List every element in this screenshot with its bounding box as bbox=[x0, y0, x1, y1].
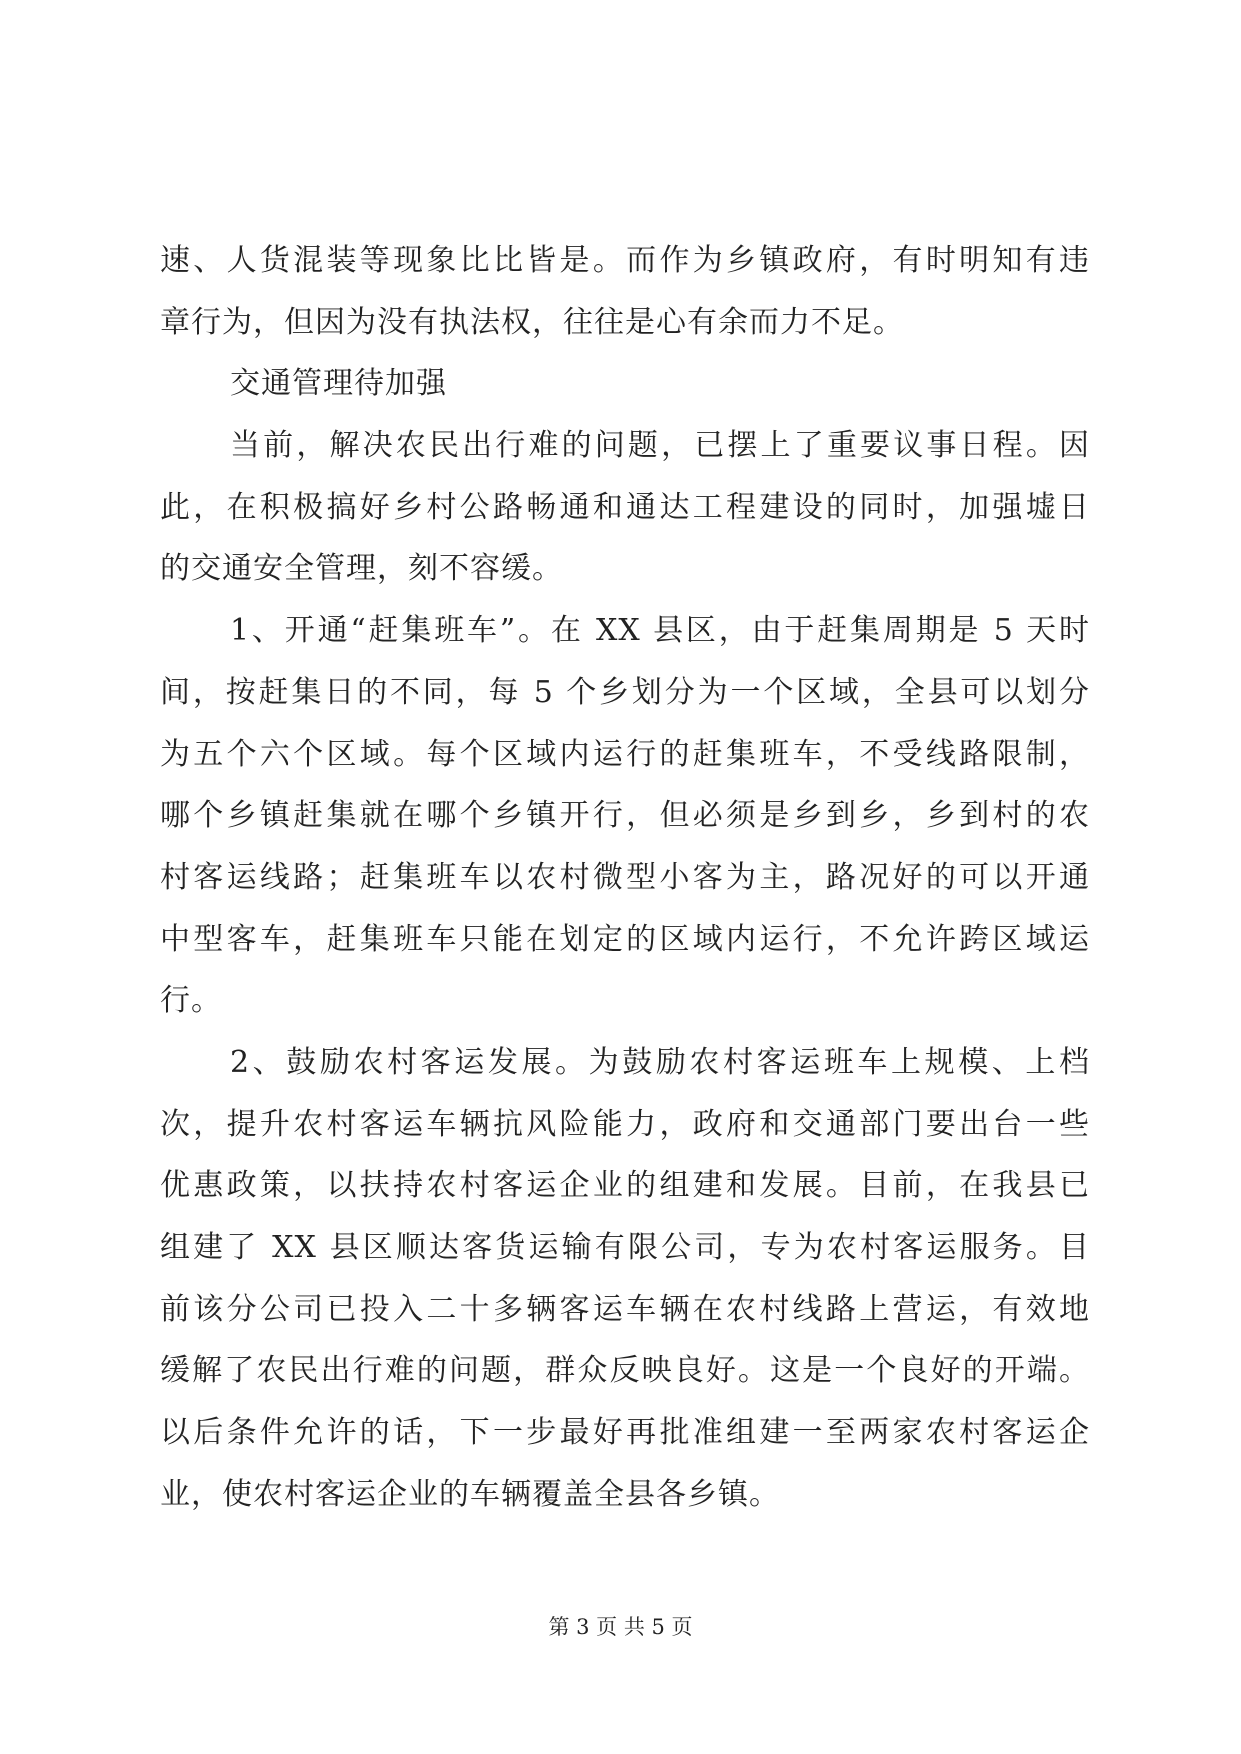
text-line: 当前，解决农民出行难的问题，已摆上了重要议事日程。因 bbox=[230, 428, 1090, 464]
text-line: 前该分公司已投入二十多辆客运车辆在农村线路上营运，有效地 bbox=[160, 1291, 1090, 1327]
document-body bbox=[160, 230, 1090, 1525]
text-line: 组建了 XX 县区顺达客货运输有限公司，专为农村客运服务。目 bbox=[160, 1230, 1090, 1265]
text-line: 1、开通“赶集班车”。在 XX 县区，由于赶集周期是 5 天时 bbox=[230, 613, 1090, 649]
text-line: 速、人货混装等现象比比皆是。而作为乡镇政府，有时明知有违 bbox=[160, 243, 1090, 278]
text-line: 间，按赶集日的不同，每 5 个乡划分为一个区域，全县可以划分 bbox=[160, 674, 1090, 710]
text-line: 优惠政策，以扶持农村客运企业的组建和发展。目前，在我县已 bbox=[160, 1168, 1090, 1204]
section-heading: 交通管理待加强 bbox=[230, 366, 447, 402]
text-line: 以后条件允许的话，下一步最好再批准组建一至两家农村客运企 bbox=[160, 1415, 1090, 1451]
text-line: 哪个乡镇赶集就在哪个乡镇开行，但必须是乡到乡，乡到村的农 bbox=[160, 798, 1090, 834]
text-line: 此，在积极搞好乡村公路畅通和通达工程建设的同时，加强墟日 bbox=[160, 489, 1090, 525]
text-line: 业，使农村客运企业的车辆覆盖全县各乡镇。 bbox=[160, 1476, 780, 1512]
text-line: 中型客车，赶集班车只能在划定的区域内运行，不允许跨区域运 bbox=[160, 921, 1090, 957]
text-line: 村客运线路；赶集班车以农村微型小客为主，路况好的可以开通 bbox=[160, 859, 1090, 895]
text-line: 章行为，但因为没有执法权，往往是心有余而力不足。 bbox=[160, 304, 904, 340]
text-line: 为五个六个区域。每个区域内运行的赶集班车，不受线路限制， bbox=[160, 736, 1090, 772]
text-line: 2、鼓励农村客运发展。为鼓励农村客运班车上规模、上档 bbox=[230, 1044, 1090, 1080]
text-line: 的交通安全管理，刻不容缓。 bbox=[160, 551, 563, 587]
text-line: 缓解了农民出行难的问题，群众反映良好。这是一个良好的开端。 bbox=[160, 1353, 1090, 1389]
text-line: 次，提升农村客运车辆抗风险能力，政府和交通部门要出台一些 bbox=[160, 1106, 1090, 1142]
text-line: 行。 bbox=[160, 983, 222, 1019]
page-footer: 第 3 页 共 5 页 bbox=[548, 1615, 693, 1639]
